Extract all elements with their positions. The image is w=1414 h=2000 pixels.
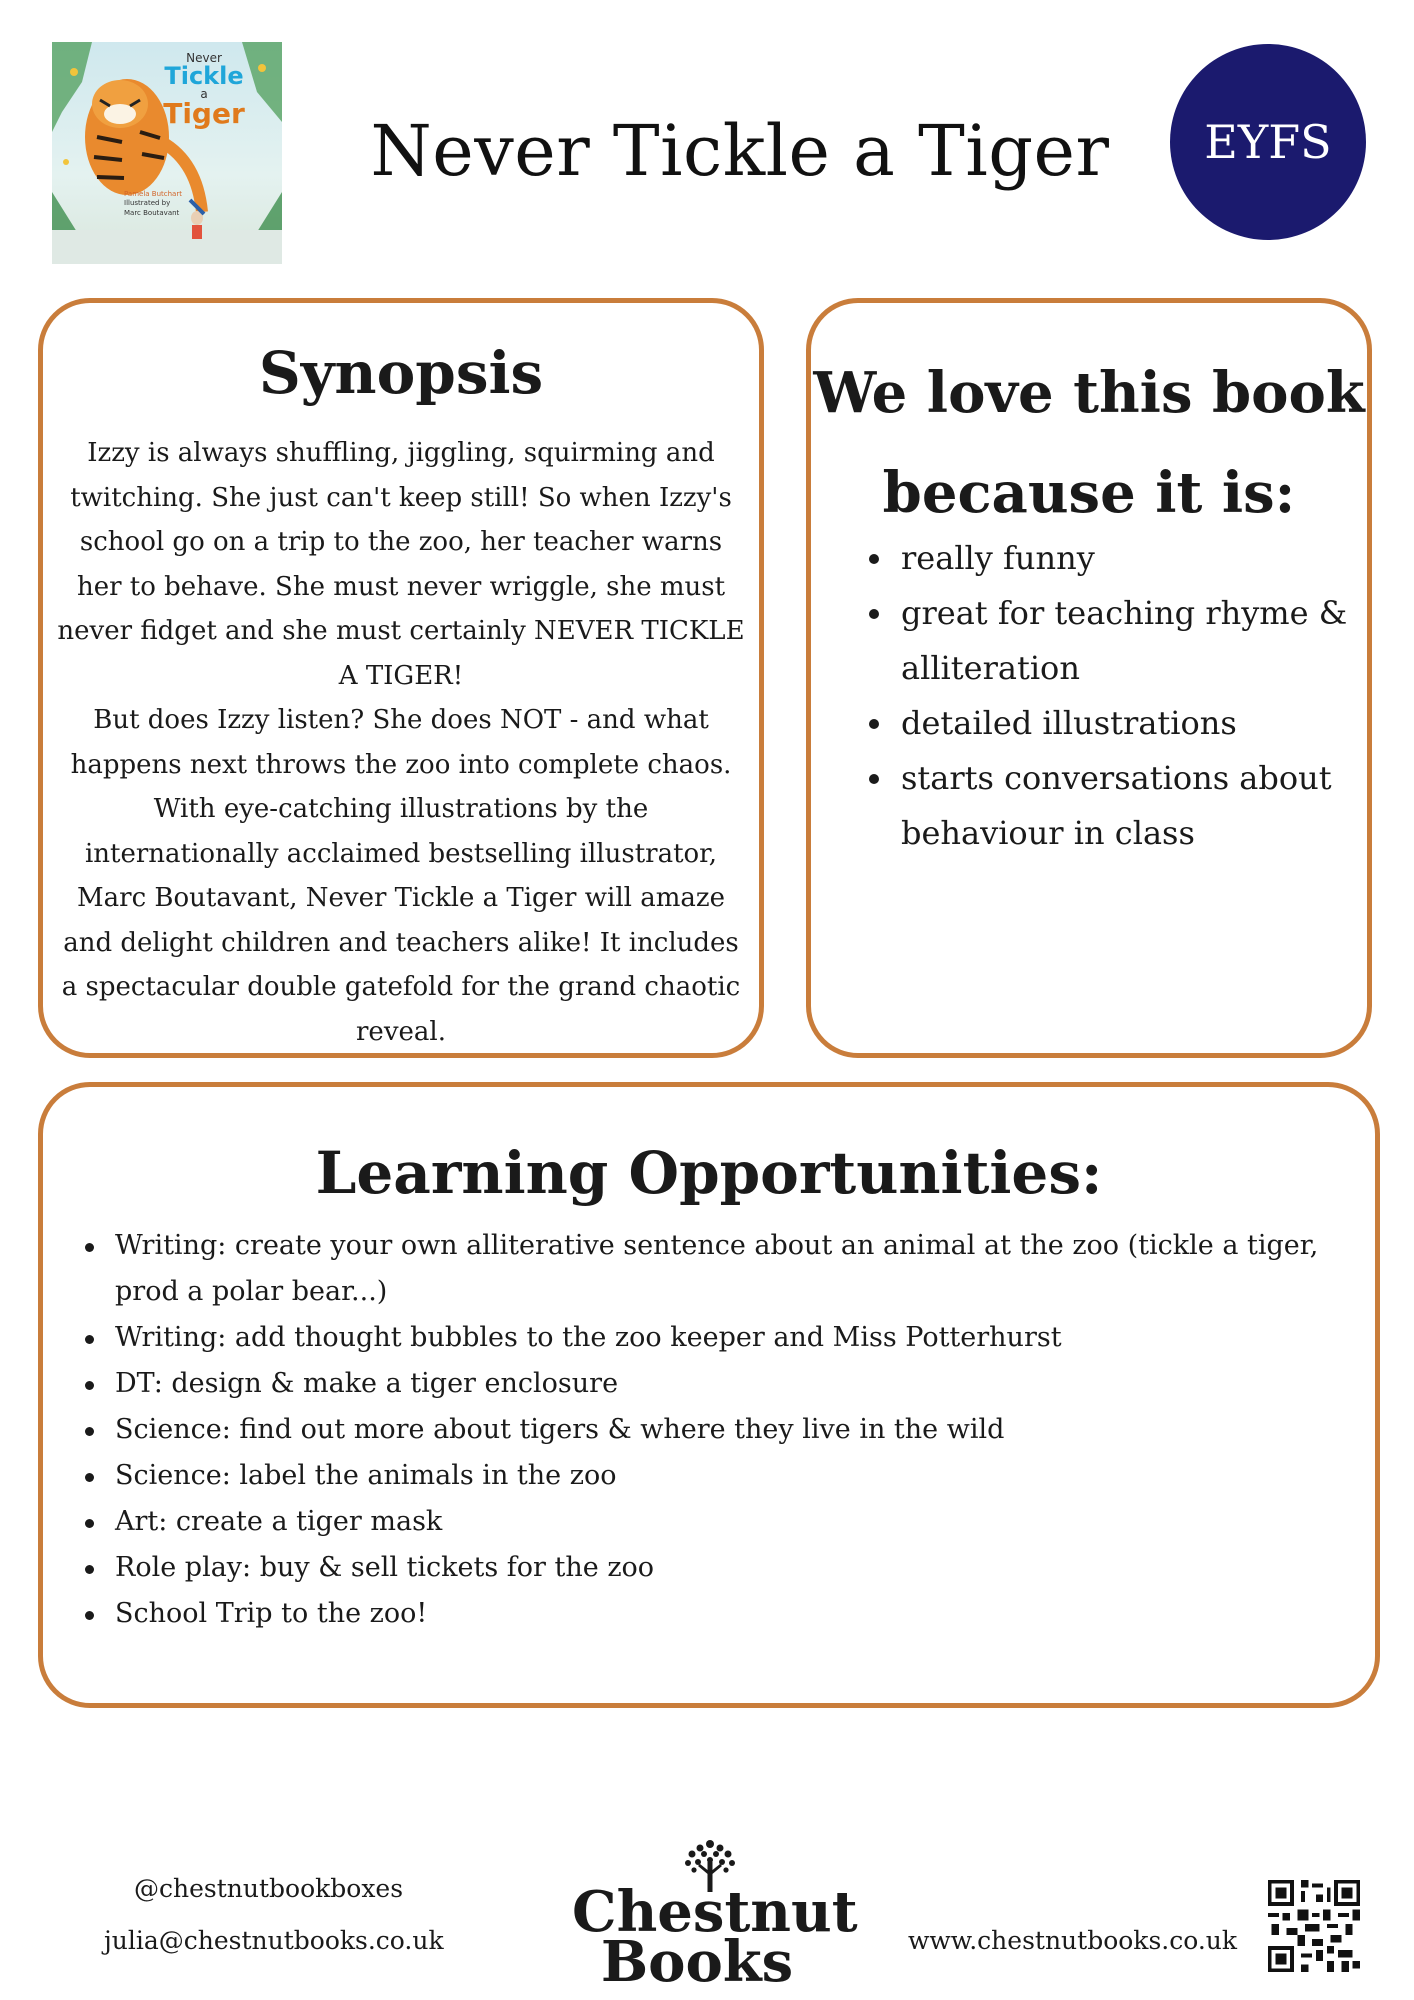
- qr-code-icon[interactable]: [1268, 1880, 1360, 1972]
- love-list: [847, 531, 1357, 861]
- love-item: great for teaching rhyme & alliteration: [847, 586, 1357, 696]
- cover-title-a: a: [200, 87, 208, 101]
- cover-title-never: Never: [186, 51, 222, 65]
- learning-item: Role play: buy & sell tickets for the zoo: [73, 1545, 1363, 1591]
- learning-item: Writing: create your own alliterative sentence about an animal at the zoo (tickle a tiger, prod a polar bear...): [73, 1223, 1363, 1315]
- cover-author: Pamela Butchart: [124, 190, 182, 198]
- synopsis-heading: Synopsis: [258, 339, 544, 407]
- cover-title-tiger: Tiger: [163, 97, 245, 130]
- book-cover-image: [52, 42, 282, 264]
- eyfs-badge: EYFS: [1170, 44, 1366, 240]
- learning-list: [73, 1223, 1363, 1637]
- cover-title-tickle: Tickle: [164, 62, 244, 90]
- cover-authors: [124, 190, 182, 218]
- learning-item: DT: design & make a tiger enclosure: [73, 1361, 1363, 1407]
- learning-item: School Trip to the zoo!: [73, 1591, 1363, 1637]
- learning-heading: Learning Opportunities:: [315, 1139, 1103, 1207]
- chestnut-books-logo: [572, 1836, 858, 1996]
- email-link[interactable]: julia@chestnutbooks.co.uk: [104, 1926, 444, 1955]
- love-item: starts conversations about behaviour in class: [847, 751, 1357, 861]
- learning-item: Science: label the animals in the zoo: [73, 1453, 1363, 1499]
- synopsis-body: Izzy is always shuffling, jiggling, squirming and twitching. She just can't keep still! So when Izzy's school go on a trip to the zoo, her teacher warns her to behave. She must never wriggle, she must never fidget and she must certainly NEVER TICKLE A TIGER! But does Izzy listen? She does NOT - and what happens next throws the zoo into complete chaos. With eye-catching illustrations by the internationally acclaimed bestselling illustrator, Marc Boutavant, Never Tickle a Tiger will amaze and delight children and teachers alike! It includes a spectacular double gatefold for the grand chaotic reveal.: [57, 438, 745, 1047]
- synopsis-panel: [38, 298, 764, 1058]
- logo-text-chestnut: Chestnut: [572, 1879, 858, 1945]
- page-title: Never Tickle a Tiger: [370, 110, 1110, 192]
- learning-item: Art: create a tiger mask: [73, 1499, 1363, 1545]
- love-item: really funny: [847, 531, 1357, 586]
- learning-item: Science: find out more about tigers & where they live in the wild: [73, 1407, 1363, 1453]
- cover-title: [144, 52, 264, 128]
- cover-illustrator: Marc Boutavant: [124, 208, 180, 217]
- social-handle[interactable]: @chestnutbookboxes: [134, 1874, 404, 1903]
- website-link[interactable]: www.chestnutbooks.co.uk: [908, 1926, 1238, 1955]
- love-heading: We love this book because it is:: [813, 360, 1365, 526]
- love-panel: [806, 298, 1372, 1058]
- learning-panel: [38, 1082, 1380, 1708]
- love-item: detailed illustrations: [847, 696, 1357, 751]
- logo-text-books: Books: [600, 1929, 794, 1995]
- learning-item: Writing: add thought bubbles to the zoo keeper and Miss Potterhurst: [73, 1315, 1363, 1361]
- cover-illustrated-by: Illustrated by: [124, 199, 171, 208]
